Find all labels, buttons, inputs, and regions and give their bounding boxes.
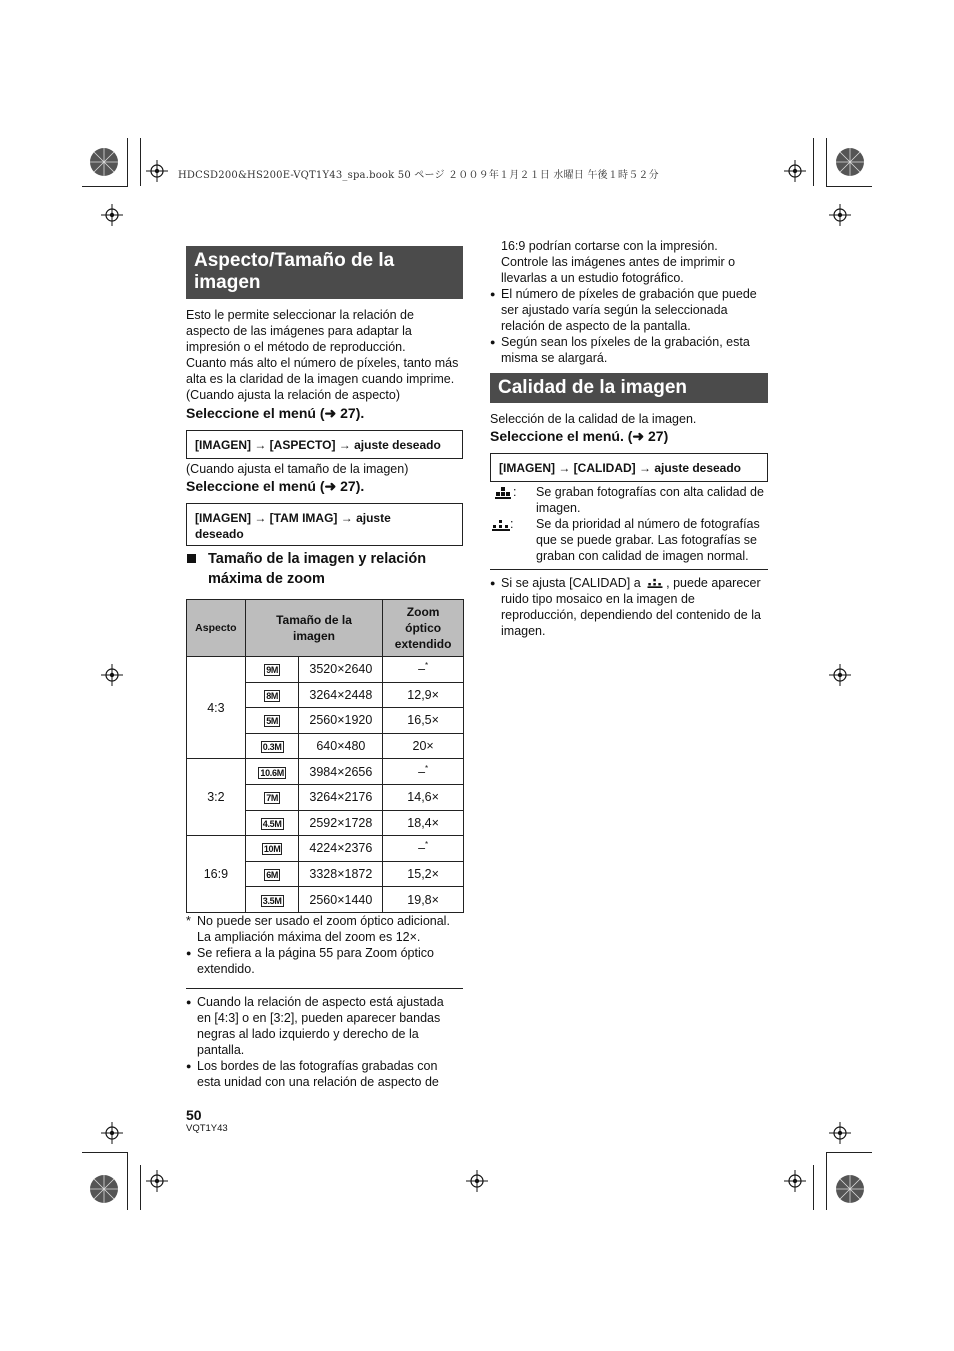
right-column: [490, 238, 768, 639]
note-bullet: ● Cuando la relación de aspecto está ajustada en [4:3] o en [3:2], pueden aparecer bandas negras al lado izquierdo y derecho de la pantalla.: [186, 994, 463, 1058]
size-icon-cell: [245, 861, 299, 887]
table-subheading: Tamaño de la imagen y relación máxima de zoom: [186, 549, 463, 589]
left-column: [186, 246, 463, 1090]
divider: [490, 569, 768, 570]
registration-mark-icon: [146, 1170, 168, 1192]
resolution-cell: 2560×1920: [299, 708, 383, 734]
zoom-cell: 16,5×: [383, 708, 464, 734]
resolution-cell: 4224×2376: [299, 836, 383, 862]
quality-normal-icon: [646, 578, 664, 588]
zoom-cell: 19,8×: [383, 887, 464, 913]
picture-size-icon: 0.3M: [262, 742, 282, 753]
section-title-aspecto: Aspecto/Tamaño de la imagen: [186, 246, 463, 299]
resolution-cell: 3264×2176: [299, 784, 383, 810]
quality-high-icon: [494, 487, 512, 499]
picture-size-icon: 5M: [266, 716, 279, 727]
size-icon-cell: [245, 887, 299, 913]
note-bullet: ● Si se ajusta [CALIDAD] a , puede aparecer ruido tipo mosaico en la imagen de reproducción, dependiendo del contenido de la imagen.: [490, 575, 768, 639]
picture-size-icon: 3.5M: [262, 895, 282, 906]
resolution-cell: 3520×2640: [299, 657, 383, 683]
resolution-cell: 3264×2448: [299, 682, 383, 708]
note-bullet: ● Los bordes de las fotografías grabadas con esta unidad con una relación de aspecto de: [186, 1058, 463, 1090]
aspecto-intro: Esto le permite seleccionar la relación de aspecto de las imágenes para adaptar la impresión o el método de reproducción. Cuanto más alto el número de píxeles, tanto más alta es la claridad de la imagen cuando imprime. (Cuando ajusta la relación de aspecto): [186, 308, 459, 402]
registration-mark-icon: [101, 664, 123, 686]
aspect-cell: 16:9: [187, 836, 246, 913]
size-icon-cell: [245, 733, 299, 759]
header-aspecto: Aspecto: [187, 600, 246, 657]
page-number: 50: [186, 1107, 202, 1123]
size-icon-cell: [245, 708, 299, 734]
color-star-target-icon: [89, 147, 119, 177]
continued-note: 16:9 podrían cortarse con la impresión. Controle las imágenes antes de imprimir o llevarlas a un estudio fotográfico.: [501, 239, 736, 285]
print-header: HDCSD200&HS200E-VQT1Y43_spa.book 50 ページ ２００９年１月２１日 水曜日 午後１時５２分: [178, 170, 659, 181]
aspect-cell: 4:3: [187, 657, 246, 759]
table-row: [187, 657, 464, 683]
zoom-cell: 20×: [383, 733, 464, 759]
menu-path-tam-imag: [IMAGEN] → [TAM IMAG] → ajuste deseado: [186, 503, 463, 546]
registration-mark-icon: [829, 204, 851, 226]
zoom-cell: –*: [383, 657, 464, 683]
resolution-cell: 2560×1440: [299, 887, 383, 913]
picture-size-icon: 6M: [266, 870, 279, 881]
size-icon-cell: [245, 682, 299, 708]
picture-size-icon: 10M: [263, 844, 281, 855]
registration-mark-icon: [829, 664, 851, 686]
color-star-target-icon: [835, 147, 865, 177]
section-title-calidad: Calidad de la imagen: [490, 373, 768, 403]
registration-mark-icon: [101, 1122, 123, 1144]
size-icon-cell: [245, 657, 299, 683]
size-icon-cell: [245, 836, 299, 862]
resolution-cell: 640×480: [299, 733, 383, 759]
resolution-cell: 2592×1728: [299, 810, 383, 836]
zoom-cell: –*: [383, 836, 464, 862]
aspect-cell: 3:2: [187, 759, 246, 836]
zoom-cell: –*: [383, 759, 464, 785]
zoom-cell: 18,4×: [383, 810, 464, 836]
zoom-cell: 12,9×: [383, 682, 464, 708]
registration-mark-icon: [829, 1122, 851, 1144]
header-tamano: Tamaño de la imagen: [245, 600, 382, 657]
registration-mark-icon: [784, 1170, 806, 1192]
registration-mark-icon: [784, 160, 806, 182]
menu-instruction: Seleccione el menú. (➜ 27): [490, 428, 669, 444]
size-icon-cell: [245, 810, 299, 836]
picture-size-icon: 9M: [266, 665, 279, 676]
table-note-bullet: ● Se refiera a la página 55 para Zoom óptico extendido.: [186, 945, 463, 977]
quality-normal-icon: [492, 519, 510, 531]
menu-instruction: Seleccione el menú (➜ 27).: [186, 405, 365, 421]
quality-option-normal: : Se da prioridad al número de fotografías que se puede grabar. Las fotografías se graban con calidad de imagen normal.: [490, 516, 768, 568]
table-footnote: * No puede ser usado el zoom óptico adicional. La ampliación máxima del zoom es 12×.: [186, 913, 450, 944]
registration-mark-icon: [101, 204, 123, 226]
calidad-intro: Selección de la calidad de la imagen.: [490, 412, 697, 426]
size-note: (Cuando ajusta el tamaño de la imagen): [186, 462, 409, 476]
color-star-target-icon: [89, 1174, 119, 1204]
table-row: [187, 836, 464, 862]
size-icon-cell: [245, 759, 299, 785]
zoom-cell: 15,2×: [383, 861, 464, 887]
registration-mark-icon: [146, 160, 168, 182]
menu-path-calidad: [IMAGEN] → [CALIDAD] → ajuste deseado: [490, 453, 768, 482]
header-zoom: Zoom óptico extendido: [383, 600, 464, 657]
zoom-table: [186, 599, 464, 913]
table-header-row: [187, 600, 464, 657]
picture-size-icon: 4.5M: [262, 818, 282, 829]
color-star-target-icon: [835, 1174, 865, 1204]
resolution-cell: 3328×1872: [299, 861, 383, 887]
zoom-cell: 14,6×: [383, 784, 464, 810]
resolution-cell: 3984×2656: [299, 759, 383, 785]
registration-mark-icon: [466, 1170, 488, 1192]
divider: [186, 988, 463, 989]
document-code: VQT1Y43: [186, 1123, 228, 1134]
picture-size-icon: 7M: [266, 793, 279, 804]
menu-instruction: Seleccione el menú (➜ 27).: [186, 478, 365, 494]
note-bullet: ● Según sean los píxeles de la grabación, esta misma se alargará.: [490, 334, 768, 366]
picture-size-icon: 10.6M: [260, 767, 284, 778]
square-bullet-icon: [187, 554, 196, 563]
size-icon-cell: [245, 784, 299, 810]
quality-option-high: : Se graban fotografías con alta calidad de imagen.: [490, 484, 768, 516]
picture-size-icon: 8M: [266, 690, 279, 701]
note-bullet: ● El número de píxeles de grabación que puede ser ajustado varía según la seleccionada relación de aspecto de la pantalla.: [490, 286, 768, 334]
table-row: [187, 759, 464, 785]
menu-path-aspecto: [IMAGEN] → [ASPECTO] → ajuste deseado: [186, 430, 463, 459]
